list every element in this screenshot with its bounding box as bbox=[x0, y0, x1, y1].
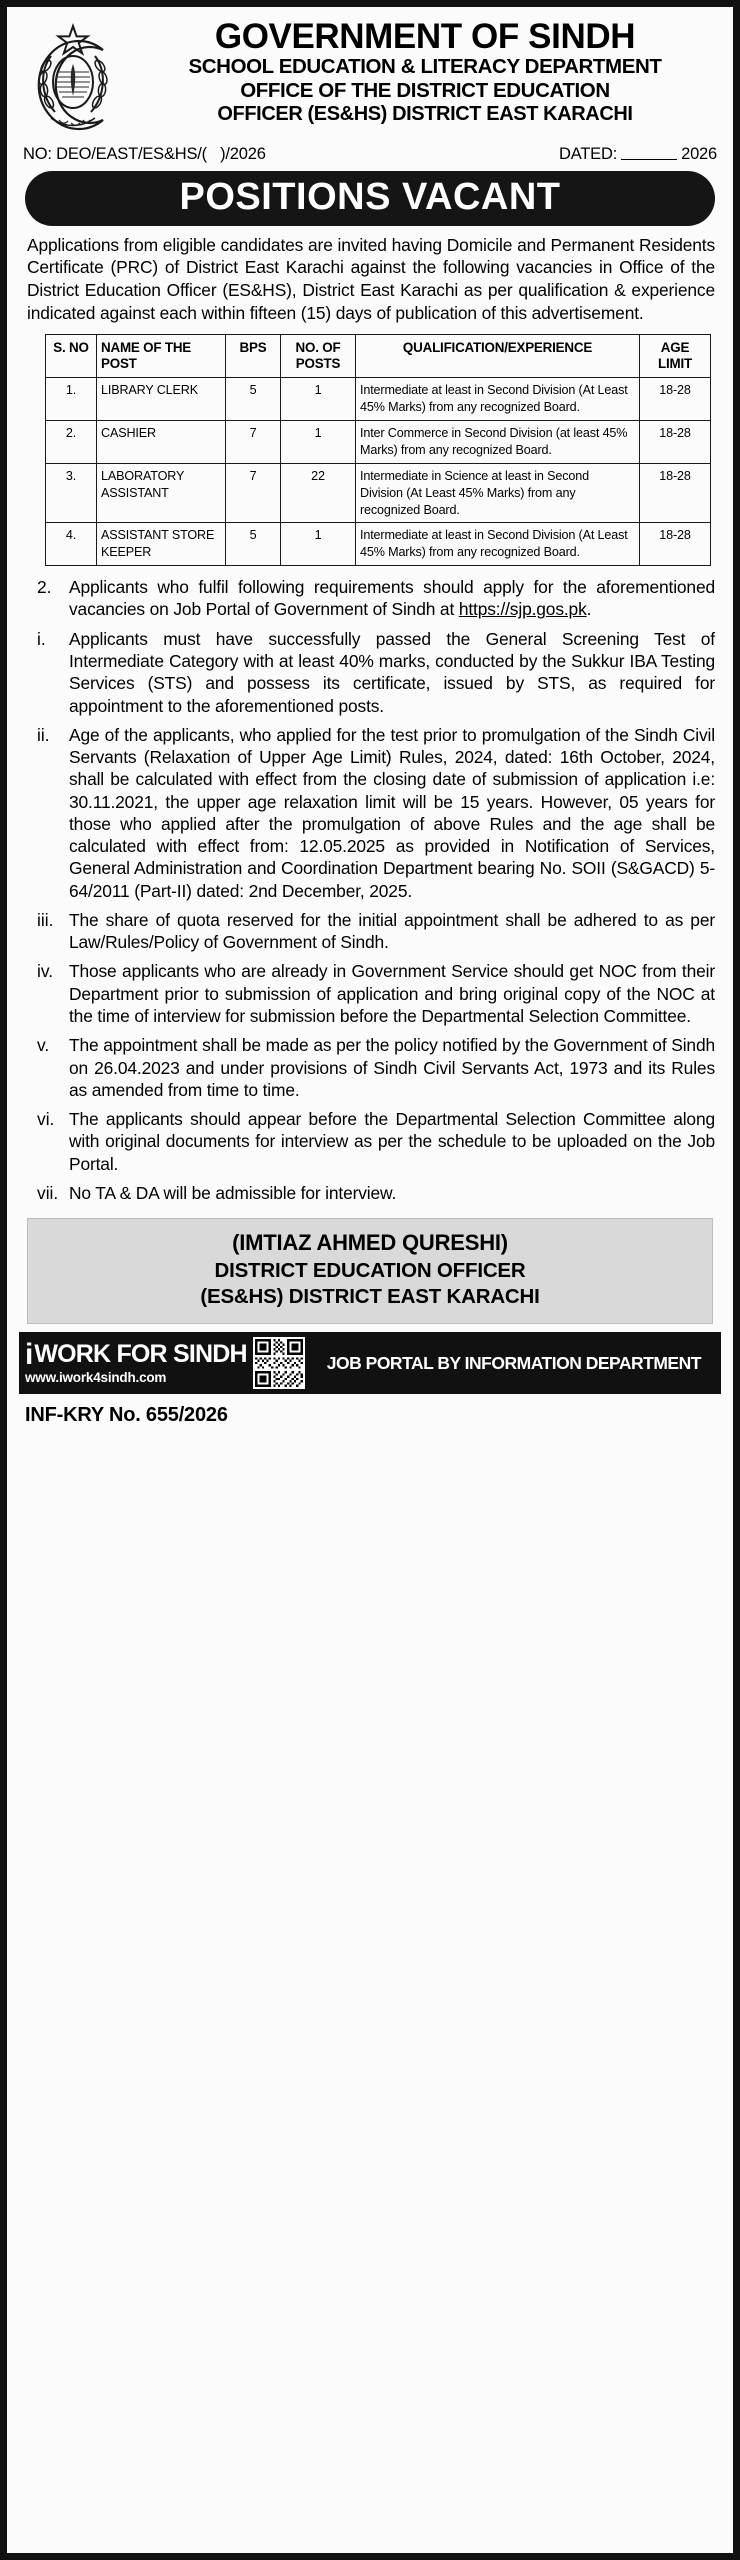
clause-text bbox=[69, 724, 715, 902]
col-header-post: NAME OF THE POST bbox=[97, 335, 226, 378]
clause-item bbox=[23, 960, 715, 1027]
clause-text bbox=[69, 576, 715, 621]
cell-bps: 7 bbox=[226, 421, 281, 464]
clause-text-part: The applicants should appear before the Departmental Selection Committee along with original documents for interview as per the schedule to be uploaded on the Job Portal. bbox=[69, 1109, 715, 1174]
clause-text-part: Those applicants who are already in Government Service should get NOC from their Department prior to submission of application and bring original copy of the NOC at the time of interview for submission before the Departmental Selection Committee. bbox=[69, 961, 715, 1026]
job-portal-credit: JOB PORTAL BY INFORMATION DEPARTMENT bbox=[326, 1352, 701, 1373]
footer-bar bbox=[19, 1332, 721, 1394]
table-header-row bbox=[46, 335, 711, 378]
inf-number: INF-KRY No. 655/2026 bbox=[25, 1404, 228, 1426]
dated-label: DATED: bbox=[559, 145, 618, 163]
page-title: GOVERNMENT OF SINDH bbox=[214, 17, 636, 56]
vacancy-table bbox=[45, 334, 711, 566]
clause-list bbox=[19, 574, 721, 1204]
signature-block bbox=[27, 1218, 713, 1324]
job-portal-link[interactable]: https://sjp.gos.pk bbox=[458, 599, 587, 620]
cell-qualification: Intermediate in Science at least in Second Division (At Least 45% Marks) from any recognized Board. bbox=[356, 463, 640, 523]
cell-bps: 5 bbox=[226, 378, 281, 421]
clause-text-part: The appointment shall be made as per the policy notified by the Government of Sindh on 26.04.2023 and under provisions of Sindh Civil Servants Act, 1973 and its Rules as amended from time to time. bbox=[69, 1035, 715, 1100]
table-row bbox=[46, 421, 711, 464]
clause-text-part: No TA & DA will be admissible for interview. bbox=[69, 1182, 397, 1203]
vacancy-table-head bbox=[46, 335, 711, 378]
cell-age-limit: 18-28 bbox=[640, 421, 711, 464]
clause-number: iii. bbox=[37, 909, 54, 930]
reference-line bbox=[19, 139, 721, 166]
clause-number: 2. bbox=[37, 577, 52, 598]
officer-name: (IMTIAZ AHMED QURESHI) bbox=[232, 1230, 508, 1256]
cell-sno: 2. bbox=[46, 421, 97, 464]
cell-no-of-posts: 22 bbox=[281, 463, 356, 523]
table-row bbox=[46, 523, 711, 566]
cell-sno: 1. bbox=[46, 378, 97, 421]
clause-text-part: Applicants who fulfil following requirements should apply for the aforementioned vacancies on Job Portal of Government of Sindh at bbox=[69, 577, 715, 620]
cell-qualification: Inter Commerce in Second Division (at least 45% Marks) from any recognized Board. bbox=[356, 421, 640, 464]
clause-number: v. bbox=[37, 1035, 50, 1056]
brand-text: WORK FOR SINDH bbox=[34, 1340, 247, 1368]
cell-post-name: ASSISTANT STORE KEEPER bbox=[97, 523, 226, 566]
clause-text bbox=[69, 1182, 715, 1204]
header-office-line2: OFFICER (ES&HS) DISTRICT EAST KARACHI bbox=[217, 102, 633, 125]
col-header-age-limit: AGE LIMIT bbox=[640, 335, 711, 378]
col-header-sno: S. NO bbox=[46, 335, 97, 378]
cell-qualification: Intermediate at least in Second Division (At Least 45% Marks) from any recognized Board. bbox=[356, 523, 640, 566]
cell-sno: 3. bbox=[46, 463, 97, 523]
cell-bps: 7 bbox=[226, 463, 281, 523]
clause-item bbox=[23, 909, 715, 954]
cell-no-of-posts: 1 bbox=[281, 378, 356, 421]
advertisement-inner-frame bbox=[5, 5, 735, 2555]
officer-role-line2: (ES&HS) DISTRICT EAST KARACHI bbox=[200, 1285, 540, 1309]
col-header-bps: BPS bbox=[226, 335, 281, 378]
cell-bps: 5 bbox=[226, 523, 281, 566]
clause-text bbox=[69, 628, 715, 717]
cell-sno: 4. bbox=[46, 523, 97, 566]
clause-text-tail: . bbox=[586, 599, 592, 620]
government-of-sindh-emblem-icon bbox=[19, 19, 127, 137]
cell-post-name: LIBRARY CLERK bbox=[97, 378, 226, 421]
table-row bbox=[46, 378, 711, 421]
header-titles bbox=[133, 19, 721, 126]
clause-item bbox=[23, 576, 715, 621]
col-header-qualification: QUALIFICATION/EXPERIENCE bbox=[356, 335, 640, 378]
brand-website-url[interactable]: www.iwork4sindh.com bbox=[25, 1370, 167, 1385]
clause-item bbox=[23, 1182, 715, 1204]
clause-number: vi. bbox=[37, 1109, 55, 1130]
cell-age-limit: 18-28 bbox=[640, 463, 711, 523]
reference-number: NO: DEO/EAST/ES&HS/( )/2026 bbox=[23, 145, 266, 163]
clause-text bbox=[69, 960, 715, 1027]
cell-qualification: Intermediate at least in Second Division (At Least 45% Marks) from any recognized Board. bbox=[356, 378, 640, 421]
clause-item bbox=[23, 628, 715, 717]
officer-role-line1: DISTRICT EDUCATION OFFICER bbox=[214, 1258, 526, 1282]
vacancy-table-body bbox=[46, 378, 711, 566]
header-office-line1: OFFICE OF THE DISTRICT EDUCATION bbox=[240, 79, 610, 103]
qr-code-icon[interactable] bbox=[253, 1337, 305, 1389]
dated-blank-field[interactable] bbox=[621, 159, 677, 160]
clause-item bbox=[23, 1034, 715, 1101]
clause-number: iv. bbox=[37, 961, 54, 982]
clause-item bbox=[23, 724, 715, 902]
cell-age-limit: 18-28 bbox=[640, 378, 711, 421]
clause-number: vii. bbox=[37, 1182, 59, 1203]
brand-row bbox=[25, 1338, 247, 1371]
clause-text bbox=[69, 1034, 715, 1101]
cell-post-name: CASHIER bbox=[97, 421, 226, 464]
dated-year: 2026 bbox=[681, 145, 717, 163]
col-header-no-of-posts: NO. OF POSTS bbox=[281, 335, 356, 378]
clause-number: i. bbox=[37, 628, 46, 649]
clause-text-part: Applicants must have successfully passed the General Screening Test of Intermediate Category with at least 40% marks, conducted by the Sukkur IBA Testing Services (STS) and possess its certificate, issued by STS, as required for appointment to the aforementioned posts. bbox=[69, 628, 715, 716]
intro-paragraph: Applications from eligible candidates are invited having Domicile and Permanent Residents Certificate (PRC) of District East Karachi against the following vacancies in Office of the District Education Officer (ES&HS), District East Karachi as per qualification & experience indicated against each within fifteen (15) days of publication of this advertisement. bbox=[27, 234, 715, 323]
clause-text-part: The share of quota reserved for the initial appointment shall be adhered to as per Law/Rules/Policy of Government of Sindh. bbox=[69, 909, 715, 953]
cell-no-of-posts: 1 bbox=[281, 523, 356, 566]
document-header bbox=[19, 15, 721, 139]
clause-text-part: Age of the applicants, who applied for the test prior to promulgation of the Sindh Civil Servants (Relaxation of Upper Age Limit) Rules, 2024, dated: 16th October, 2024, shall be calculated with effect from the closing date of submission of application i.e: 30.11.2021, the upper age relaxation limit will be 15 years. However, 05 years for those who applied after the promulgation of above Rules and the age shall be calculated with effect from: 12.05.2025 as provided in Notification of Services, General Administration and Coordination Department bearing No. SOII (S&GACD) 5-64/2011 (Part-II) dated: 2nd December, 2025. bbox=[69, 724, 715, 901]
positions-vacant-banner: POSITIONS VACANT bbox=[25, 171, 715, 226]
clause-item bbox=[23, 1108, 715, 1175]
cell-age-limit: 18-28 bbox=[640, 523, 711, 566]
clause-text bbox=[69, 1108, 715, 1175]
header-department: SCHOOL EDUCATION & LITERACY DEPARTMENT bbox=[188, 55, 662, 79]
reference-date bbox=[559, 145, 717, 164]
cell-no-of-posts: 1 bbox=[281, 421, 356, 464]
clause-number: ii. bbox=[37, 724, 50, 745]
table-row bbox=[46, 463, 711, 523]
clause-text bbox=[69, 909, 715, 954]
cell-post-name: LABORATORY ASSISTANT bbox=[97, 463, 226, 523]
iwork4sindh-brand[interactable] bbox=[25, 1338, 247, 1385]
brand-i-logo-icon: i bbox=[25, 1338, 33, 1371]
